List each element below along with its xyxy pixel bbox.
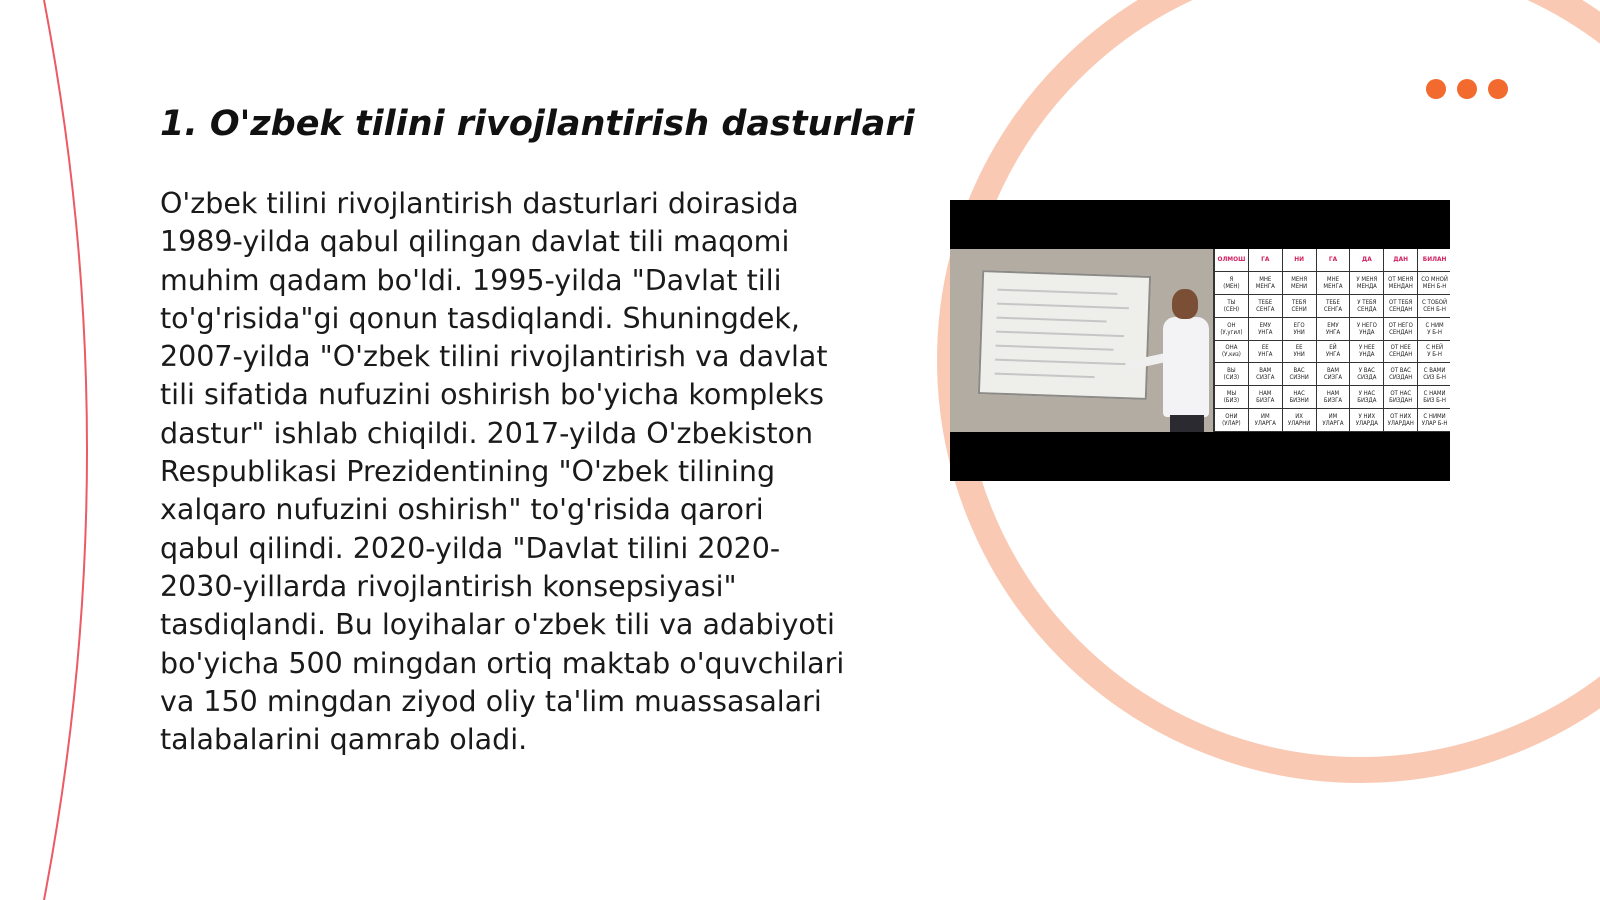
dot-icon bbox=[1488, 79, 1508, 99]
table-cell: ОТ НЕЕ СЕНДАН bbox=[1384, 341, 1418, 364]
table-cell: ОНА (У,киз) bbox=[1215, 341, 1249, 364]
table-cell: ИМ УЛАРГА bbox=[1317, 409, 1351, 432]
table-header-cell: НИ bbox=[1283, 249, 1317, 272]
table-cell: С НАМИ БИЗ Б-Н bbox=[1418, 386, 1450, 409]
table-cell: МНЕ МЕНГА bbox=[1249, 272, 1283, 295]
pronoun-table bbox=[1213, 249, 1450, 432]
table-cell: СО МНОЙ МЕН Б-Н bbox=[1418, 272, 1450, 295]
table-cell: С НИМИ УЛАР Б-Н bbox=[1418, 409, 1450, 432]
slide-title: 1. O'zbek tilini rivojlantirish dasturlari bbox=[160, 104, 915, 144]
slide-body-text: O'zbek tilini rivojlantirish dasturlari doirasida 1989-yilda qabul qilingan davlat tili maqomi muhim qadam bo'ldi. 1995-yilda "Davlat tili to'g'risida"gi qonun tasdiqlandi. Shuningdek, 2007-yilda "O'zbek tilini rivojlantirish va davlat tili sifatida nufuzini oshirish bo'yicha kompleks dastur" ishlab chiqildi. 2017-yilda O'zbekiston Respublikasi Prezidentining "O'zbek tilining xalqaro nufuzini oshirish" to'g'risida qarori qabul qilindi. 2020-yilda "Davlat tilini 2020-2030-yillarda rivojlantirish konsepsiyasi" tasdiqlandi. Bu loyihalar o'zbek tili va adabiyoti bo'yicha 500 mingdan ortiq maktab o'quvchilari va 150 mingdan ziyod oliy ta'lim muassasalari talabalarini qamrab oladi. bbox=[160, 187, 845, 757]
table-cell: ОНИ (УЛАР) bbox=[1215, 409, 1249, 432]
dot-icon bbox=[1426, 79, 1446, 99]
teacher-legs bbox=[1170, 415, 1204, 432]
table-cell: ТЫ (СЕН) bbox=[1215, 295, 1249, 318]
table-cell: ОТ МЕНЯ МЕНДАН bbox=[1384, 272, 1418, 295]
table-header-cell: ДАН bbox=[1384, 249, 1418, 272]
three-dots-icon bbox=[1426, 79, 1508, 99]
table-cell: ОН (У,угил) bbox=[1215, 318, 1249, 341]
dot-icon bbox=[1457, 79, 1477, 99]
table-header-cell: БИЛАН bbox=[1418, 249, 1450, 272]
table-cell: ЕЙ УНГА bbox=[1317, 341, 1351, 364]
table-cell: НАС БИЗНИ bbox=[1283, 386, 1317, 409]
table-cell: С ТОБОЙ СЕН Б-Н bbox=[1418, 295, 1450, 318]
table-cell: ТЕБЕ СЕНГА bbox=[1317, 295, 1351, 318]
table-cell: МЫ (БИЗ) bbox=[1215, 386, 1249, 409]
teacher-head bbox=[1172, 289, 1198, 319]
classroom-scene bbox=[950, 249, 1213, 432]
table-cell: МЕНЯ МЕНИ bbox=[1283, 272, 1317, 295]
table-header-cell: ДА bbox=[1350, 249, 1384, 272]
table-cell: У ВАС СИЗДА bbox=[1350, 363, 1384, 386]
table-cell: ОТ ТЕБЯ СЕНДАН bbox=[1384, 295, 1418, 318]
table-cell: У МЕНЯ МЕНДА bbox=[1350, 272, 1384, 295]
table-cell: С НИМ У Б-Н bbox=[1418, 318, 1450, 341]
table-cell: ВАМ СИЗГА bbox=[1249, 363, 1283, 386]
table-cell: Я (МЕН) bbox=[1215, 272, 1249, 295]
table-cell: ЕМУ УНГА bbox=[1317, 318, 1351, 341]
table-cell: ОТ ВАС СИЗДАН bbox=[1384, 363, 1418, 386]
table-cell: ВАС СИЗНИ bbox=[1283, 363, 1317, 386]
table-cell: НАМ БИЗГА bbox=[1249, 386, 1283, 409]
table-cell: ОТ НАС БИЗДАН bbox=[1384, 386, 1418, 409]
video-frame bbox=[950, 249, 1450, 432]
table-cell: ИХ УЛАРНИ bbox=[1283, 409, 1317, 432]
table-cell: МНЕ МЕНГА bbox=[1317, 272, 1351, 295]
table-cell: У НАС БИЗДА bbox=[1350, 386, 1384, 409]
table-cell: ОТ НИХ УЛАРДАН bbox=[1384, 409, 1418, 432]
table-cell: С НЕЙ У Б-Н bbox=[1418, 341, 1450, 364]
table-cell: У НИХ УЛАРДА bbox=[1350, 409, 1384, 432]
table-cell: С ВАМИ СИЗ Б-Н bbox=[1418, 363, 1450, 386]
table-header-cell: ГА bbox=[1249, 249, 1283, 272]
table-header-cell: ОЛМОШ bbox=[1215, 249, 1249, 272]
table-cell: ВЫ (СИЗ) bbox=[1215, 363, 1249, 386]
whiteboard bbox=[978, 270, 1151, 400]
table-cell: У НЕГО УНДА bbox=[1350, 318, 1384, 341]
table-cell: ВАМ СИЗГА bbox=[1317, 363, 1351, 386]
table-header-cell: ГА bbox=[1317, 249, 1351, 272]
table-cell: ЕЕ УНГА bbox=[1249, 341, 1283, 364]
table-cell: ИМ УЛАРГА bbox=[1249, 409, 1283, 432]
video-thumbnail[interactable] bbox=[950, 200, 1450, 481]
table-cell: ЕГО УНИ bbox=[1283, 318, 1317, 341]
teacher-figure bbox=[1163, 317, 1209, 417]
table-cell: У НЕЕ УНДА bbox=[1350, 341, 1384, 364]
table-cell: ТЕБЕ СЕНГА bbox=[1249, 295, 1283, 318]
left-red-arc bbox=[44, 0, 87, 900]
table-cell: ЕМУ УНГА bbox=[1249, 318, 1283, 341]
table-cell: ОТ НЕГО СЕНДАН bbox=[1384, 318, 1418, 341]
table-cell: ТЕБЯ СЕНИ bbox=[1283, 295, 1317, 318]
table-cell: ЕЕ УНИ bbox=[1283, 341, 1317, 364]
table-cell: У ТЕБЯ СЕНДА bbox=[1350, 295, 1384, 318]
table-cell: НАМ БИЗГА bbox=[1317, 386, 1351, 409]
